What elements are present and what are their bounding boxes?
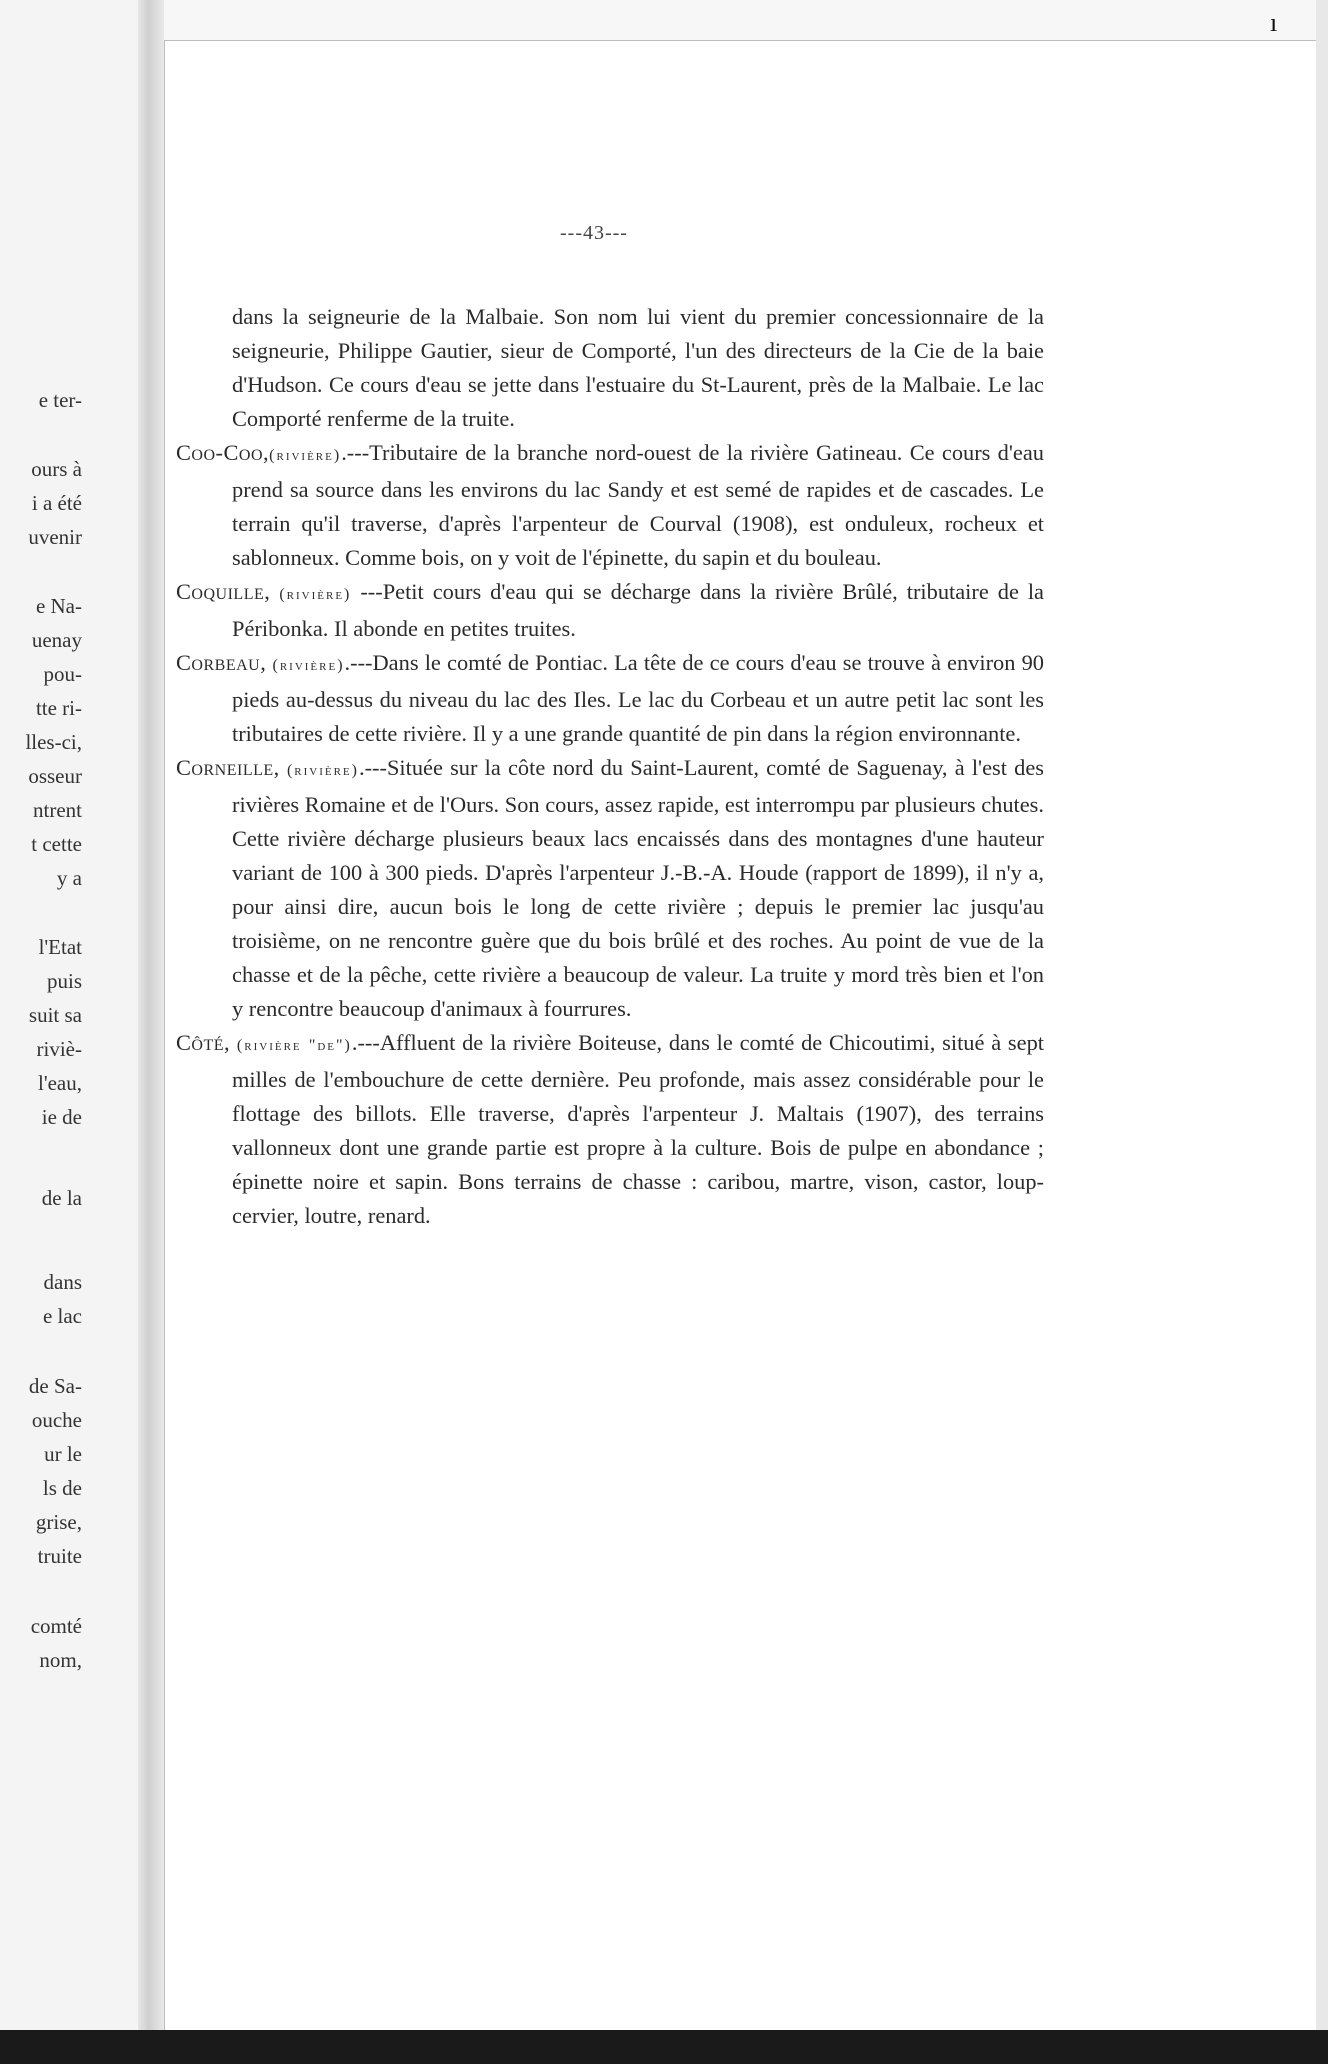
previous-page-fragment: y a [56,866,82,890]
entry-kind: (rivière) [269,447,342,464]
previous-page-fragment: puis [46,969,82,993]
previous-page-edge [0,0,140,2030]
previous-page-fragment: e lac [42,1304,82,1328]
previous-page-fragment: ls de [42,1476,82,1500]
entry-corneille [176,751,1044,1026]
entry-text: .---Dans le comté de Pontiac. La tête de ce cours d'eau se trouve à environ 90 pieds au-dessus du niveau du lac des Iles. Le lac du Corbeau et un autre petit lac sont les tributaires de cette rivière. Il y a une grande quantité de pin dans la région environnante. [232,650,1044,746]
entry-text: .---Tributaire de la branche nord-ouest de la rivière Gatineau. Ce cours d'eau prend sa source dans les environs du lac Sandy et est semé de rapides et de cascades. Le terrain qu'il traverse, d'après l'arpenteur de Courval (1908), est onduleux, rocheux et sablonneux. Comme bois, on y voit de l'épinette, du sapin et du bouleau. [232,440,1044,570]
book-gutter [138,0,164,2030]
previous-page-fragment: uvenir [28,525,82,549]
previous-page-fragment: lles-ci, [25,730,82,754]
previous-page-fragment: l'eau, [37,1071,82,1095]
entry-headword: Coquille, [176,579,271,604]
previous-page-fragment: tte ri- [35,696,82,720]
continuation-paragraph: dans la seigneurie de la Malbaie. Son nom lui vient du premier concessionnaire de la seigneurie, Philippe Gautier, sieur de Comporté, l'un des directeurs de la Cie de la baie d'Hudson. Ce cours d'eau se jette dans l'estuaire du St-Laurent, près de la Malbaie. Le lac Comporté renferme de la truite. [232,304,1044,431]
previous-page-fragment: e ter- [38,388,82,412]
scan-bottom-edge [0,2030,1328,2064]
entry-headword: Coo-Coo, [176,440,270,465]
previous-page-fragment: de Sa- [28,1374,82,1398]
entry-kind: (rivière "de") [236,1037,352,1054]
scan-corner-mark: ı [1270,8,1278,37]
page-body [176,300,1044,1233]
previous-page-fragment: i a été [31,491,82,515]
previous-page-fragment: ntrent [33,798,82,822]
previous-page-fragment: truite [37,1544,82,1568]
entry-headword: Côté, [176,1030,231,1055]
previous-page-fragment: suit sa [28,1003,82,1027]
previous-page-fragment: comté [30,1614,82,1638]
entry-kind: (rivière) [286,762,359,779]
entry-text: ---Petit cours d'eau qui se décharge dans la rivière Brûlé, tributaire de la Péribonka. Il abonde en petites truites. [232,579,1044,641]
previous-page-fragment: t cette [31,832,82,856]
previous-page-fragment: uenay [31,628,82,652]
entry-cote [176,1026,1044,1233]
entry-corbeau [176,646,1044,751]
entry-headword: Corbeau, [176,650,267,675]
previous-page-fragment: ur le [44,1442,82,1466]
previous-page-fragment: dans [43,1270,82,1294]
entry-kind: (rivière) [279,586,352,603]
page-right-edge [1316,0,1328,2064]
entry-text: .---Située sur la côte nord du Saint-Laurent, comté de Saguenay, à l'est des rivières Romaine et de l'Ours. Son cours, assez rapide, est interrompu par plusieurs chutes. Cette rivière décharge plusieurs beaux lacs encaissés dans des montagnes d'une hauteur variant de 100 à 300 pieds. D'après l'arpenteur J.-B.-A. Houde (rapport de 1899), il n'y a, pour ainsi dire, aucun bois le long de cette rivière ; depuis le premier lac jusqu'au troisième, on ne rencontre guère que du bois brûlé et des roches. Au point de vue de la chasse et de la pêche, cette rivière a beaucoup de valeur. La truite y mord très bien et l'on y rencontre beaucoup d'animaux à fourrures. [232,755,1044,1021]
previous-page-fragment: nom, [39,1648,82,1672]
page-number: ---43--- [560,222,628,244]
entry-kind: (rivière) [272,657,345,674]
entry-coo-coo [176,436,1044,575]
previous-page-fragment: osseur [28,764,82,788]
previous-page-fragment: ie de [41,1105,82,1129]
previous-page-fragment: ours à [31,457,82,481]
previous-page-fragment: pou- [43,662,82,686]
entry-text: .---Affluent de la rivière Boiteuse, dans le comté de Chicoutimi, situé à sept milles de l'embouchure de cette dernière. Peu profonde, mais assez considérable pour le flottage des billots. Elle traverse, d'après l'arpenteur J. Maltais (1907), des terrains vallonneux dont une grande partie est propre à la culture. Bois de pulpe en abondance ; épinette noire et sapin. Bons terrains de chasse : caribou, martre, vison, castor, loup-cervier, loutre, renard. [232,1030,1044,1228]
entry-headword: Corneille, [176,755,280,780]
previous-page-fragment: l'Etat [38,935,82,959]
previous-page-fragment: ouche [31,1408,82,1432]
entry-coquille [176,575,1044,646]
previous-page-fragment: de la [41,1186,82,1210]
previous-page-fragment: e Na- [35,594,82,618]
previous-page-fragment: riviè- [36,1037,82,1061]
previous-page-fragment: grise, [35,1510,82,1534]
